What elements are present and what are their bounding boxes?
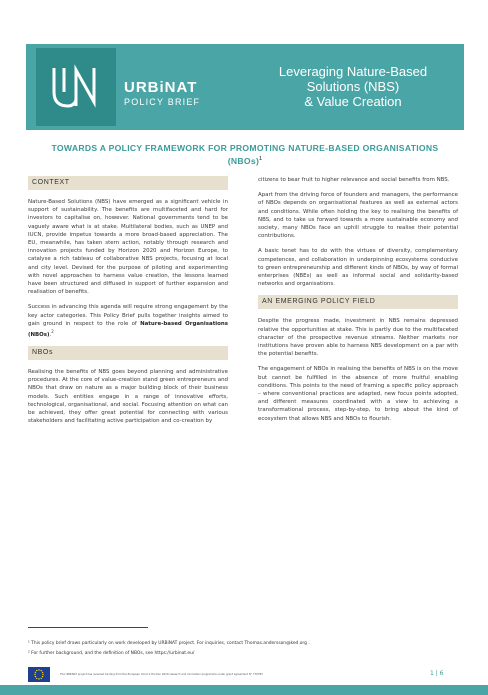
footer-bar: [0, 685, 488, 695]
urbinat-logo: [36, 48, 116, 126]
brand-block: [124, 80, 200, 108]
logo-un-icon: [50, 62, 102, 112]
right-paragraph-0: citizens to bear fruit to higher relevance and social benefits from NBS.: [258, 177, 450, 183]
context-p2-text: Success in advancing this agenda will require strong engagement by the key actor categories. This Policy Brief pulls together insights aimed to gain ground in respect to the role of: [28, 304, 228, 327]
section-heading-context: CONTEXT: [28, 176, 228, 190]
footnote-2: ² For further background, and the definition of NBOs, see https://urbinat.eu/: [28, 651, 195, 656]
eu-stars-icon: [28, 667, 50, 682]
page-number: 1 | 6: [430, 670, 444, 677]
context-p2-end: .: [49, 331, 52, 338]
footnote-divider: [28, 627, 148, 628]
nbo-term: Nature-based Organisations (NBOs): [28, 320, 228, 338]
context-paragraph-1: Nature-Based Solutions (NBS) have emerged as a significant vehicle in support of sustainability. The benefits are multifaceted and hard for investors to capitalise on, however. National governments tend to be vaguely aware what is at stake. Multilateral bodies, such as UNEP and IUCN, provide impetus towards a more broad-based appreciation. The EU, meanwhile, has taken stern action, notably through research and innovation projects funded by Horizon 2020 and Horizon Europe, to catalyse a rich tableau of collaborative NBS projects, focusing at local and city level. Devised for the purpose of piloting and experimenting with novel approaches to harness value creation, the lessons learned have been structured and diffused in support of further expansion and realisation of benefits.: [28, 199, 228, 296]
banner-title-line: Solutions (NBS): [306, 79, 400, 94]
banner-title-line: Leveraging Nature-Based: [278, 64, 428, 79]
header-banner: [26, 44, 464, 130]
brand-name: URBiNAT: [124, 79, 198, 96]
context-paragraph-2: [28, 303, 228, 339]
right-paragraph-2: A basic tenet has to do with the virtues of diversity, complementary competences, and collaboration in underpinning ecosystems conducive to green entrepreneurship and different kinds of NBOs, by way of formal enterprises (NBEs) as well as informal social and solidarity-based networks and organisations.: [258, 248, 458, 288]
banner-title: [252, 64, 454, 109]
funding-statement: The URBiNAT project has received funding from the European Union's Horizon 2020 research and innovation programme under grant agreement N° 776783: [60, 673, 263, 676]
eu-flag-icon: [28, 667, 50, 682]
right-paragraph-1: Apart from the driving force of founders and managers, the performance of NBOs depends on organisational features as well as external actors and conditions. While often holding the key to realising the benefits of NBS, and to take us forward towards a more sustainable economy and society, many NBOs face an uphill struggle to realise their potential contributions.: [258, 192, 458, 240]
page-title: [40, 143, 450, 167]
footnote-1: ¹ This policy brief draws particularly on work developed by URBiNAT project. For inquiries, contact Thomas.andersson@ked.org .: [28, 641, 310, 646]
section-heading-emerging-policy: AN EMERGING POLICY FIELD: [258, 295, 458, 309]
right-column: [258, 176, 458, 430]
section-heading-nbos: NBOs: [28, 346, 228, 360]
left-column: [28, 176, 228, 432]
emerging-paragraph-1: Despite the progress made, investment in NBS remains depressed relative the opportunities at stake. This is partly due to the multifaceted character of the prospective revenue streams. Neither markets nor institutions have proven able to harness NBS development on a par with the potential benefits.: [258, 318, 458, 358]
brand-subtitle: POLICY BRIEF: [124, 97, 201, 107]
banner-title-line: & Value Creation: [304, 94, 402, 109]
footnote-ref: 1: [259, 156, 263, 162]
page-title-text: TOWARDS A POLICY FRAMEWORK FOR PROMOTING NATURE-BASED ORGANISATIONS (NBOs): [51, 143, 439, 166]
footnote-ref: 2: [51, 329, 54, 335]
emerging-paragraph-2: The engagement of NBOs in realising the benefits of NBS is on the move but cannot be fulfilled in the absence of more fruitful enabling conditions. This points to the need of framing a specific policy approach – where conventional practices are adapted, new focus points adopted, and different measures coordinated with a view to achieving a transformational process, step-by-step, to bring about the kind of ecosystem that allows NBS and NBOs to flourish.: [258, 366, 458, 422]
nbos-paragraph-1: Realising the benefits of NBS goes beyond planning and administrative procedures. At the core of value-creation stand green entrepreneurs and NBOs that draw on nature as a major building block of their business models. Such entities engage in a range of innovative efforts, technological, organisational, and social. Focusing attention on what can be achieved, they offer great potential for connecting with various stakeholders and facilitating active participation and co-creation by: [28, 369, 228, 425]
